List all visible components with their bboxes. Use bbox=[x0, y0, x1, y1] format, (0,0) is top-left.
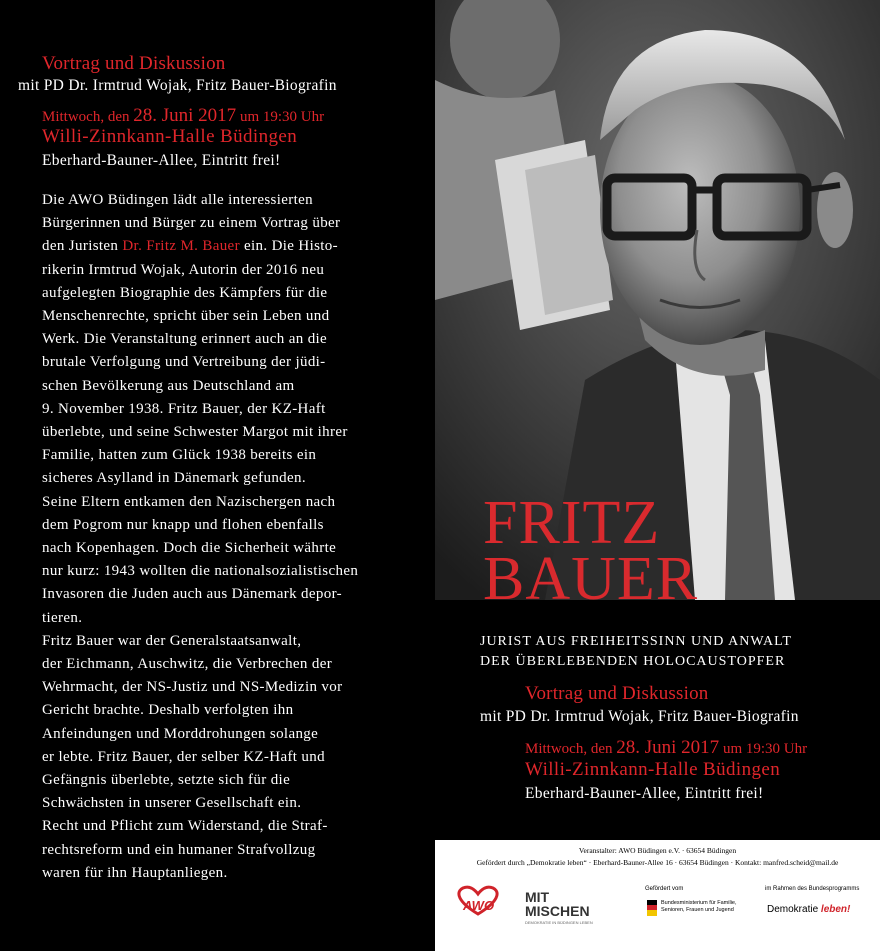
demokratie-leben-logo: Demokratie leben! bbox=[767, 904, 851, 915]
event-address: Eberhard-Bauner-Allee, Eintritt frei! bbox=[42, 152, 281, 169]
right-panel bbox=[435, 0, 880, 951]
tagline: JURIST AUS FREIHEITSSINN UND ANWALT DER ÜBERLEBENDEN HOLOCAUSTOPFER bbox=[480, 634, 792, 669]
portrait-photo bbox=[435, 0, 880, 600]
event-venue-right: Willi-Zinnkann-Halle Büdingen bbox=[525, 759, 781, 780]
event-speaker: mit PD Dr. Irmtrud Wojak, Fritz Bauer-Biografin bbox=[18, 77, 337, 94]
ministry-logo: Bundesministerium für Familie, Senioren, Frauen und Jugend bbox=[661, 900, 737, 913]
event-address-right: Eberhard-Bauner-Allee, Eintritt frei! bbox=[525, 785, 764, 802]
event-date-right: Mittwoch, den 28. Juni 2017 um 19:30 Uhr bbox=[525, 737, 808, 758]
sponsor-footer bbox=[435, 840, 880, 951]
event-date: Mittwoch, den 28. Juni 2017 um 19:30 Uhr bbox=[42, 105, 325, 126]
mitmischen-logo: MIT MISCHEN bbox=[525, 889, 590, 919]
event-title: Vortrag und Diskussion bbox=[42, 53, 226, 74]
organizer-line: Veranstalter: AWO Büdingen e.V. · 63654 Büdingen bbox=[578, 846, 737, 855]
funded-by-label: Gefördert vom bbox=[645, 886, 684, 892]
federal-eagle-icon bbox=[647, 900, 657, 916]
body-text: Die AWO Büdingen lädt alle interessierten Bürgerinnen und Bürger zu einem Vortrag über den Juristen Dr. Fritz M. Bauer ein. Die Histo- rikerin Irmtrud Wojak, Autorin der 2016 neu aufgelegten Biographie des Kämpfers für die Menschenrechte, spricht über sein Leben und Werk. Die Veranstaltung erinnert auch an die brutale Verfolgung und Vertreibung der jüdi- schen Bevölkerung aus Deutschland am 9. November 1938. Fritz Bauer, der KZ-Haft überlebte, und seine Schwester Margot mit ihrer Familie, hatten zum Glück 1938 bereits ein sicheres Asylland in Dänemark gefunden. Seine Eltern entkamen den Nazischergen nach dem Pogrom nur knapp und flohen ebenfalls nach Kopenhagen. Doch die Sicherheit währte nur kurz: 1943 wollten die nationalsozialistischen Invasoren die Juden auch aus Dänemark depor- tieren. Fritz Bauer war der Generalstaatsanwalt, der Eichmann, Auschwitz, die Verbrechen der Wehrmacht, der NS-Justiz und NS-Medizin vor Gericht brachte. Deshalb verfolgten ihn Anfeindungen und Morddrohungen solange er lebte. Fritz Bauer, der selber KZ-Haft und Gefängnis überlebte, setzte sich für die Schwächsten in unserer Gesellschaft ein. Recht und Pflicht zum Widerstand, die Straf- rechtsreform und ein humaner Strafvollzug waren für ihn Hauptanliegen. bbox=[42, 192, 359, 881]
highlight-name: Dr. Fritz M. Bauer bbox=[122, 238, 240, 255]
mitmischen-tagline: DEMOKRATIE IN BÜDINGEN LEBEN bbox=[525, 920, 593, 925]
funding-line: Gefördert durch „Demokratie leben“ · Eberhard-Bauner-Allee 16 · 63654 Büdingen · Kontakt: manfred.scheid@mail.de bbox=[476, 858, 839, 867]
event-title-right: Vortrag und Diskussion bbox=[525, 683, 709, 704]
event-speaker-right: mit PD Dr. Irmtrud Wojak, Fritz Bauer-Biografin bbox=[480, 708, 799, 725]
awo-logo-text: AWO bbox=[463, 898, 495, 913]
headline-name: FRITZ BAUER bbox=[483, 489, 699, 600]
left-panel bbox=[0, 0, 435, 951]
event-venue: Willi-Zinnkann-Halle Büdingen bbox=[42, 126, 298, 147]
federal-program-label: im Rahmen des Bundesprogramms bbox=[765, 886, 860, 892]
